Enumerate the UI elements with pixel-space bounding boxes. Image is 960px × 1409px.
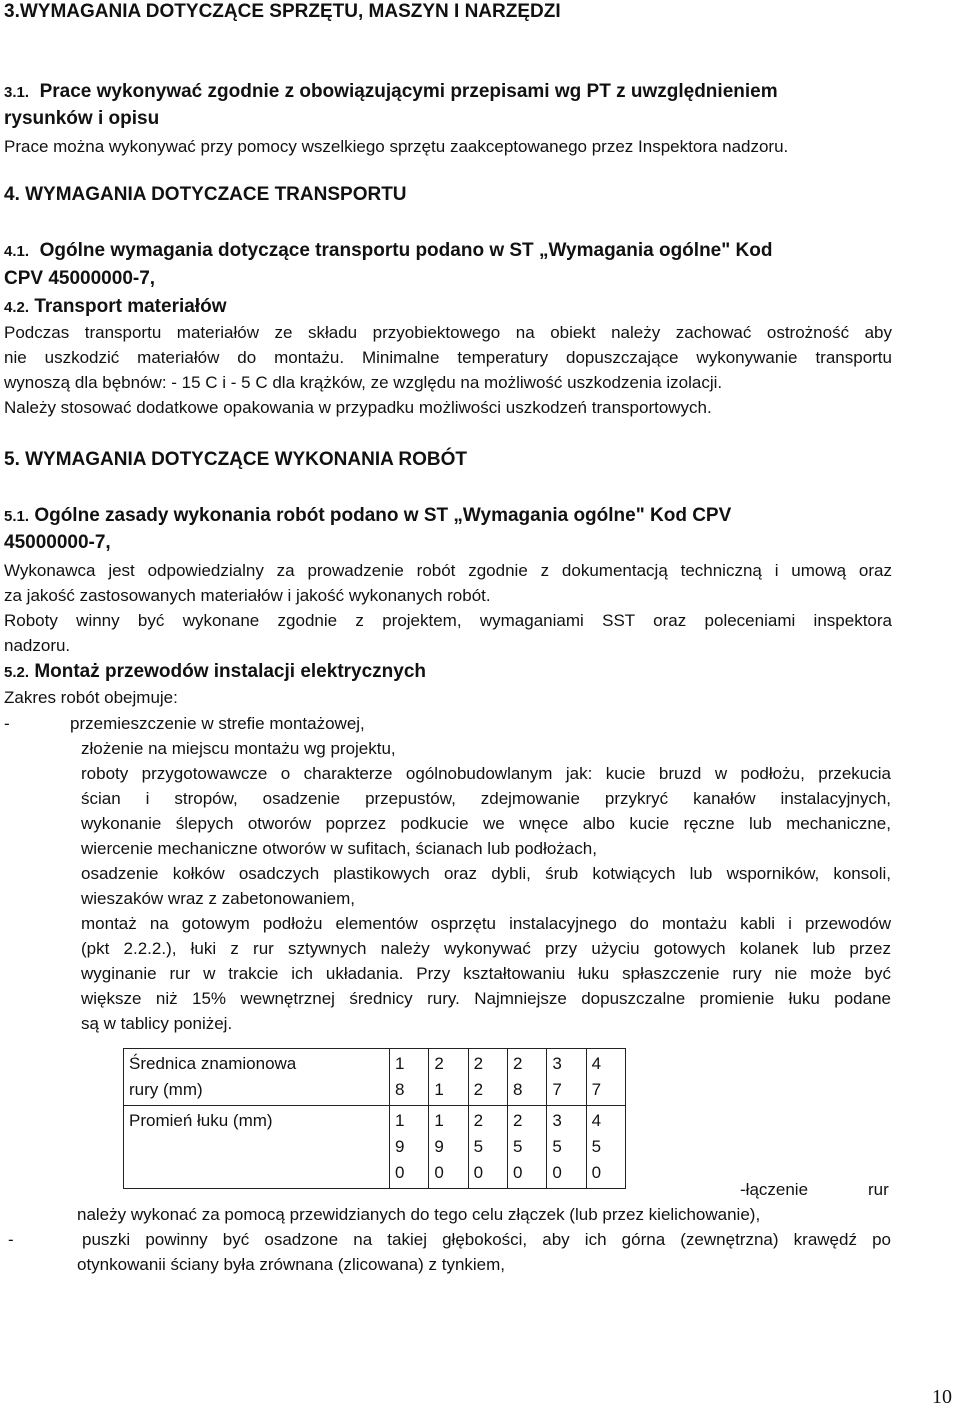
table-digit: 8 [512, 1080, 523, 1099]
section-3-heading: 3.WYMAGANIA DOTYCZĄCE SPRZĘTU, MASZYN I NARZĘDZI [4, 1, 561, 22]
joining-label-pipes: rur [868, 1180, 889, 1199]
table-digit: 0 [512, 1163, 523, 1182]
table-digit: 5 [591, 1137, 602, 1156]
table-cell [468, 1106, 507, 1189]
table-label-line: rury (mm) [129, 1080, 203, 1099]
boxes-line-1: puszki powinny być osadzone na takiej głębokości, aby ich górna (zewnętrzna) krawędź po [82, 1230, 891, 1249]
section-5-1-para-1-line-1: Wykonawca jest odpowiedzialny za prowadzenie robót zgodnie z dokumentacją techniczną i umową oraz [4, 561, 892, 580]
table-row-label-radius: Promień łuku (mm) [124, 1106, 390, 1189]
scope-item-5-cont-4: są w tablicy poniżej. [81, 1014, 233, 1033]
section-4-1-title: Ogólne wymagania dotyczące transportu podano w ST „Wymagania ogólne" Kod [39, 240, 773, 261]
scope-item-5-cont-2: wyginanie rur w trakcie ich układania. Przy kształtowaniu łuku spłaszczenie rury nie może być [81, 964, 891, 983]
scope-item-3-cont-1: ścian i stropów, osadzenie przepustów, zdejmowanie przykryć kanałów instalacyjnych, [81, 789, 891, 808]
section-5-2-heading [4, 660, 426, 685]
table-digit: 4 [591, 1111, 602, 1130]
table-digit: 0 [473, 1163, 484, 1182]
table-cell [429, 1049, 468, 1106]
table-cell [507, 1049, 546, 1106]
table-cell [390, 1106, 429, 1189]
table-digit: 1 [434, 1080, 444, 1099]
table-label-line: Średnica znamionowa [129, 1054, 297, 1073]
table-digit: 9 [395, 1137, 405, 1156]
table-digit: 2 [473, 1054, 484, 1073]
scope-item-1: przemieszczenie w strefie montażowej, [70, 714, 365, 733]
table-digit: 3 [552, 1054, 562, 1073]
table-digit: 2 [512, 1054, 523, 1073]
table-cell [547, 1049, 586, 1106]
table-digit: 7 [591, 1080, 602, 1099]
table-cell [468, 1049, 507, 1106]
section-4-2-line-3: wynoszą dla bębnów: - 15 C i - 5 C dla krążków, ze względu na możliwość uszkodzenia izolacji. [4, 373, 723, 392]
table-digit: 5 [473, 1137, 484, 1156]
table-digit: 0 [591, 1163, 602, 1182]
scope-item-4-cont: wieszaków wraz z zabetonowaniem, [81, 889, 356, 908]
table-cell [586, 1049, 625, 1106]
page-number: 10 [932, 1386, 952, 1408]
table-digit: 0 [434, 1163, 444, 1182]
scope-item-2: złożenie na miejscu montażu wg projektu, [81, 739, 396, 758]
table-cell [507, 1106, 546, 1189]
table-digit: 2 [512, 1111, 523, 1130]
table-digit: 7 [552, 1080, 562, 1099]
boxes-line-2: otynkowanii ściany była zrównana (zlicowana) z tynkiem, [77, 1255, 506, 1274]
section-5-1-heading [4, 504, 731, 529]
table-digit: 1 [434, 1111, 444, 1130]
section-3-1-number: 3.1. [4, 84, 30, 101]
table-digit: 1 [395, 1054, 405, 1073]
section-4-2-number: 4.2. [4, 299, 30, 316]
table-digit: 9 [434, 1137, 444, 1156]
scope-item-3: roboty przygotowawcze o charakterze ogólnobudowlanym jak: kucie bruzd w podłożu, przekucia [81, 764, 891, 783]
table-digit: 0 [395, 1163, 405, 1182]
bend-radius-table [123, 1048, 626, 1189]
section-5-1-title-cont: 45000000-7, [4, 532, 111, 553]
section-4-heading: 4. WYMAGANIA DOTYCZACE TRANSPORTU [4, 184, 407, 205]
section-3-paragraph: Prace można wykonywać przy pomocy wszelkiego sprzętu zaakceptowanego przez Inspektora nadzoru. [4, 137, 789, 156]
section-4-2-heading [4, 295, 226, 320]
section-3-1-heading [4, 80, 778, 105]
scope-item-5-cont-3: większe niż 15% wewnętrznej średnicy rury. Najmniejsze dopuszczalne promienie łuku podane [81, 989, 891, 1008]
table-digit: 5 [512, 1137, 523, 1156]
scope-item-3-cont-3: wiercenie mechaniczne otworów w sufitach, ścianach lub podłożach, [81, 839, 597, 858]
section-5-1-title: Ogólne zasady wykonania robót podano w ST „Wymagania ogólne" Kod CPV [34, 505, 732, 526]
section-5-2-title: Montaż przewodów instalacji elektrycznych [34, 661, 427, 682]
section-4-2-line-1: Podczas transportu materiałów ze składu przyobiektowego na obiekt należy zachować ostrożność aby [4, 323, 892, 342]
table-digit: 8 [395, 1080, 405, 1099]
table-digit: 3 [552, 1111, 562, 1130]
section-3-1-title: Prace wykonywać zgodnie z obowiązującymi przepisami wg PT z uwzględnieniem [39, 81, 778, 102]
section-4-1-title-cont: CPV 45000000-7, [4, 268, 156, 289]
section-3-1-title-cont: rysunków i opisu [4, 108, 160, 129]
section-5-1-para-2-line-2: nadzoru. [4, 636, 71, 655]
section-5-1-number: 5.1. [4, 508, 30, 525]
table-cell [429, 1106, 468, 1189]
section-5-1-para-2-line-1: Roboty winny być wykonane zgodnie z projektem, wymaganiami SST oraz poleceniami inspektora [4, 611, 892, 630]
table-digit: 2 [434, 1054, 444, 1073]
boxes-dash: - [8, 1230, 14, 1249]
table-digit: 5 [552, 1137, 562, 1156]
section-4-1-heading [4, 239, 772, 264]
table-digit: 0 [552, 1163, 562, 1182]
table-digit: 2 [473, 1111, 484, 1130]
table-cell [390, 1049, 429, 1106]
joining-line: należy wykonać za pomocą przewidzianych do tego celu złączek (lub przez kielichowanie), [77, 1205, 761, 1224]
section-5-1-para-1-line-2: za jakość zastosowanych materiałów i jakość wykonanych robót. [4, 586, 491, 605]
table-digit: 4 [591, 1054, 602, 1073]
table-row-label-diameter [124, 1049, 390, 1106]
section-4-1-number: 4.1. [4, 243, 30, 260]
scope-dash: - [4, 714, 10, 733]
section-5-heading: 5. WYMAGANIA DOTYCZĄCE WYKONANIA ROBÓT [4, 449, 468, 470]
table-digit: 1 [395, 1111, 405, 1130]
section-5-2-number: 5.2. [4, 664, 30, 681]
table-cell [547, 1106, 586, 1189]
table-cell [586, 1106, 625, 1189]
section-4-2-title: Transport materiałów [34, 296, 227, 317]
table-row [124, 1106, 626, 1189]
scope-item-4: osadzenie kołków osadczych plastikowych oraz dybli, śrub kotwiących lub wsporników, konsoli, [81, 864, 891, 883]
scope-item-3-cont-2: wykonanie ślepych otworów poprzez podkucie we wnęce albo kucie ręczne lub mechaniczne, [81, 814, 891, 833]
scope-item-5: montaż na gotowym podłożu elementów osprzętu instalacyjnego do montażu kabli i przewodów [81, 914, 891, 933]
section-4-2-line-2: nie uszkodzić materiałów do montażu. Minimalne temperatury dopuszczające wykonywanie transportu [4, 348, 892, 367]
scope-item-5-cont-1: (pkt 2.2.2.), łuki z rur sztywnych należy wykonywać przy użyciu gotowych kolanek lub przez [81, 939, 891, 958]
table-row [124, 1049, 626, 1106]
joining-label: -łączenie [740, 1180, 809, 1199]
table-digit: 2 [473, 1080, 484, 1099]
section-4-2-line-4: Należy stosować dodatkowe opakowania w przypadku możliwości uszkodzeń transportowych. [4, 398, 712, 417]
scope-intro: Zakres robót obejmuje: [4, 688, 178, 707]
